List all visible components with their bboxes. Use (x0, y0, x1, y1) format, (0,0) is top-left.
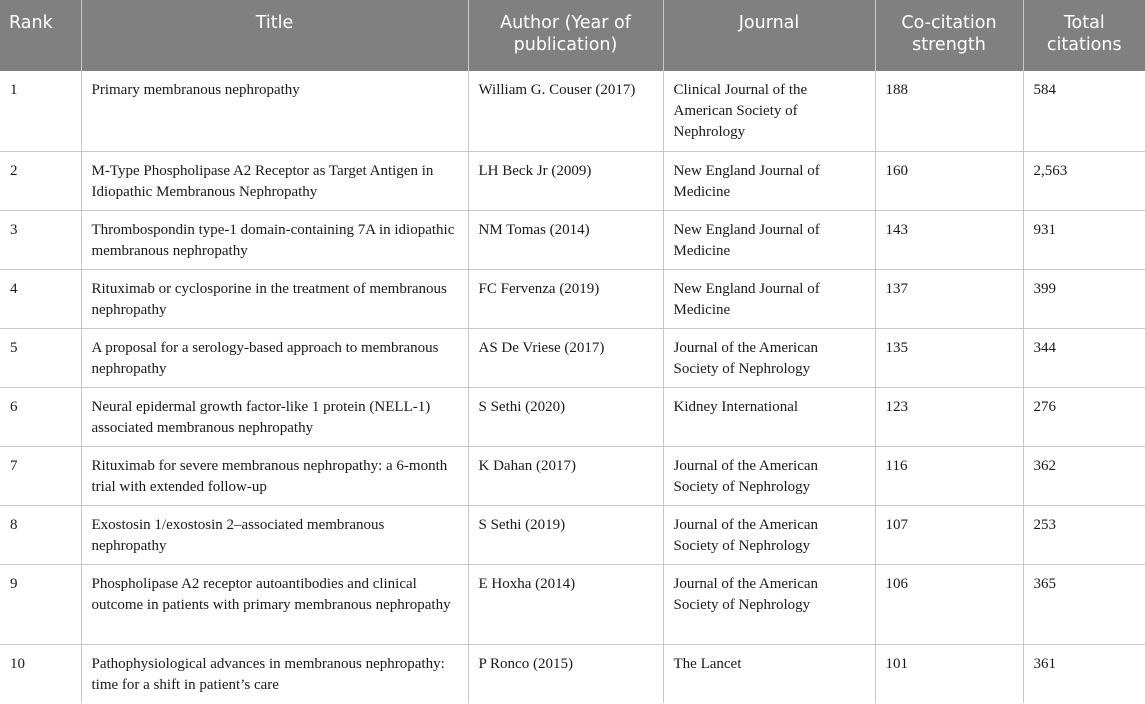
table-body (0, 71, 1145, 703)
cell-total-citations: 253 (1023, 505, 1145, 564)
cell-total-citations: 2,563 (1023, 151, 1145, 210)
cell-title: Primary membranous nephropathy (81, 71, 468, 151)
cell-co-citation: 143 (875, 210, 1023, 269)
cell-journal: New England Journal of Medicine (663, 151, 875, 210)
cell-journal: New England Journal of Medicine (663, 269, 875, 328)
cell-rank: 8 (0, 505, 81, 564)
table-row (0, 387, 1145, 446)
header-journal: Journal (663, 0, 875, 71)
cell-co-citation: 160 (875, 151, 1023, 210)
cell-co-citation: 137 (875, 269, 1023, 328)
cell-title: Rituximab for severe membranous nephropathy: a 6-month trial with extended follow-up (81, 446, 468, 505)
cell-title: M-Type Phospholipase A2 Receptor as Target Antigen in Idiopathic Membranous Nephropathy (81, 151, 468, 210)
cell-journal: Journal of the American Society of Nephrology (663, 446, 875, 505)
cell-co-citation: 106 (875, 564, 1023, 644)
cell-author: AS De Vriese (2017) (468, 328, 663, 387)
cell-author: NM Tomas (2014) (468, 210, 663, 269)
cell-title: Phospholipase A2 receptor autoantibodies and clinical outcome in patients with primary membranous nephropathy (81, 564, 468, 644)
cell-rank: 3 (0, 210, 81, 269)
table-row (0, 564, 1145, 644)
header-total-citations: Total citations (1023, 0, 1145, 71)
cell-total-citations: 276 (1023, 387, 1145, 446)
cell-title: Exostosin 1/exostosin 2–associated membranous nephropathy (81, 505, 468, 564)
cell-journal: New England Journal of Medicine (663, 210, 875, 269)
table-row (0, 151, 1145, 210)
table-row (0, 328, 1145, 387)
header-row (0, 0, 1145, 71)
cell-rank: 10 (10, 655, 25, 672)
header-title: Title (81, 0, 468, 71)
cell-total-citations: 362 (1023, 446, 1145, 505)
cell-total-citations: 361 (1023, 644, 1145, 703)
cell-co-citation: 116 (875, 446, 1023, 505)
cell-total-citations: 365 (1023, 564, 1145, 644)
cell-rank: 1 (0, 71, 81, 151)
table-row (0, 446, 1145, 505)
cell-journal: Journal of the American Society of Nephrology (663, 564, 875, 644)
table-row (0, 644, 1145, 703)
cell-title: Rituximab or cyclosporine in the treatment of membranous nephropathy (81, 269, 468, 328)
cell-co-citation: 123 (875, 387, 1023, 446)
cell-journal: Kidney International (663, 387, 875, 446)
cell-rank: 2 (0, 151, 81, 210)
header-author: Author (Year of publication) (468, 0, 663, 71)
header-co-citation: Co-citation strength (875, 0, 1023, 71)
cell-rank: 7 (0, 446, 81, 505)
cell-co-citation: 188 (875, 71, 1023, 151)
cell-author: S Sethi (2019) (468, 505, 663, 564)
cell-total-citations: 584 (1023, 71, 1145, 151)
cell-journal: Journal of the American Society of Nephrology (663, 505, 875, 564)
cell-total-citations: 344 (1023, 328, 1145, 387)
cell-title: Thrombospondin type-1 domain-containing 7A in idiopathic membranous nephropathy (81, 210, 468, 269)
cell-title: A proposal for a serology-based approach to membranous nephropathy (81, 328, 468, 387)
cell-rank: 6 (0, 387, 81, 446)
cell-author: William G. Couser (2017) (468, 71, 663, 151)
cell-author: FC Fervenza (2019) (468, 269, 663, 328)
cell-total-citations: 931 (1023, 210, 1145, 269)
cell-journal: Journal of the American Society of Nephrology (663, 328, 875, 387)
cell-journal: The Lancet (663, 644, 875, 703)
header-rank: Rank (0, 0, 81, 71)
cell-rank: 9 (0, 564, 81, 644)
table-row (0, 210, 1145, 269)
cell-journal: Clinical Journal of the American Society of Nephrology (663, 71, 875, 151)
table-header (0, 0, 1145, 71)
cell-rank: 5 (0, 328, 81, 387)
cell-total-citations: 399 (1023, 269, 1145, 328)
cell-author: P Ronco (2015) (468, 644, 663, 703)
cell-author: S Sethi (2020) (468, 387, 663, 446)
table-row (0, 71, 1145, 151)
table-row (0, 505, 1145, 564)
cell-rank: 4 (0, 269, 81, 328)
cell-co-citation: 107 (875, 505, 1023, 564)
cell-title: Neural epidermal growth factor-like 1 protein (NELL-1) associated membranous nephropathy (81, 387, 468, 446)
cell-author: E Hoxha (2014) (468, 564, 663, 644)
cell-title: Pathophysiological advances in membranous nephropathy: time for a shift in patient’s care (81, 644, 468, 703)
cell-co-citation: 135 (875, 328, 1023, 387)
cell-author: K Dahan (2017) (468, 446, 663, 505)
cell-co-citation: 101 (875, 644, 1023, 703)
cell-author: LH Beck Jr (2009) (468, 151, 663, 210)
table-row (0, 269, 1145, 328)
